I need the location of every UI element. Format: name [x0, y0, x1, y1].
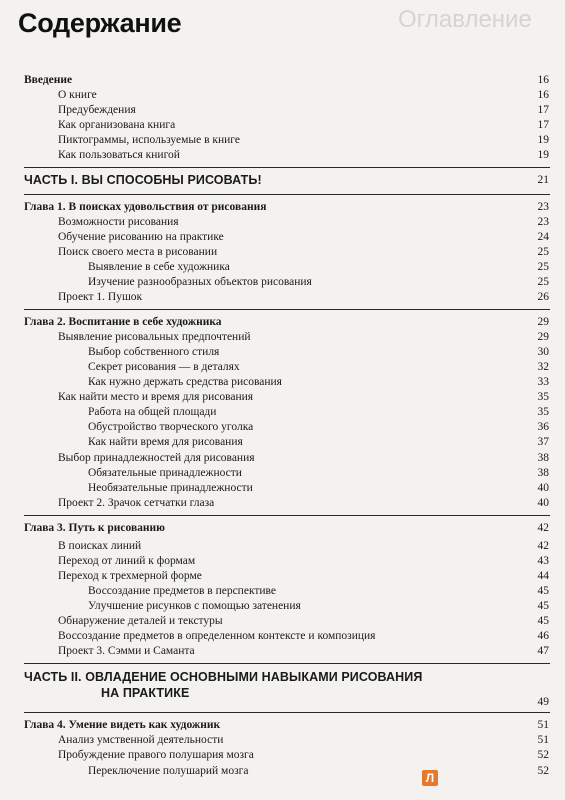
- toc-page-number: 17: [537, 104, 549, 116]
- toc-entry-title: Проект 1. Пушок: [58, 291, 143, 303]
- toc-page-number: 47: [537, 645, 549, 657]
- toc-page-number: 23: [537, 201, 549, 213]
- toc-entry-title: Улучшение рисунков с помощью затенения: [88, 600, 301, 612]
- toc-chapter-title: Глава 2. Воспитание в себе художника: [24, 316, 222, 328]
- toc-entry-title: Проект 2. Зрачок сетчатки глаза: [58, 497, 215, 509]
- toc-entry-title: Пиктограммы, используемые в книге: [58, 134, 240, 146]
- toc-page-number: 43: [537, 555, 549, 567]
- toc-entry-title: Переход от линий к формам: [58, 555, 196, 567]
- divider: [24, 167, 550, 168]
- toc-entry-title: О книге: [58, 89, 97, 101]
- toc-page-number: 19: [537, 134, 549, 146]
- toc-entry-title: Проект 3. Сэмми и Саманта: [58, 645, 195, 657]
- toc-entry-title: Обязательные принадлежности: [88, 467, 242, 479]
- toc-page-number: 40: [537, 482, 549, 494]
- toc-entry-title: Обучение рисованию на практике: [58, 231, 224, 243]
- toc-page-number: 38: [537, 467, 549, 479]
- toc-entry-title: Переключение полушарий мозга: [88, 765, 249, 777]
- toc-entry-title: В поисках линий: [58, 540, 142, 552]
- toc-page-number: 17: [537, 119, 549, 131]
- toc-page-number: 42: [537, 522, 549, 534]
- toc-page-number: 30: [537, 346, 549, 358]
- toc-entry-title: Переход к трехмерной форме: [58, 570, 202, 582]
- toc-page-number: 24: [537, 231, 549, 243]
- toc-page-number: 19: [537, 149, 549, 161]
- divider: [24, 515, 550, 516]
- toc-page-number: 33: [537, 376, 549, 388]
- toc-entry-title: Как нужно держать средства рисования: [88, 376, 282, 388]
- toc-page-number: 51: [537, 719, 549, 731]
- toc-entry-title: Секрет рисования — в деталях: [88, 361, 240, 373]
- toc-page-number: 51: [537, 734, 549, 746]
- toc-page-number: 40: [537, 497, 549, 509]
- toc-page-number: 29: [537, 331, 549, 343]
- toc-entry-title: Выбор принадлежностей для рисования: [58, 452, 255, 464]
- toc-page-number: 16: [537, 89, 549, 101]
- toc-page-number: 36: [537, 421, 549, 433]
- toc-entry-title: Выявление в себе художника: [88, 261, 230, 273]
- toc-page-number: 25: [537, 261, 549, 273]
- toc-entry-title: Работа на общей площади: [88, 406, 217, 418]
- toc-page-number: 46: [537, 630, 549, 642]
- page-title: Содержание: [18, 8, 182, 38]
- toc-entry-title: Обнаружение деталей и текстуры: [58, 615, 223, 627]
- divider: [24, 309, 550, 310]
- toc-page-number: 26: [537, 291, 549, 303]
- toc-page-number: 32: [537, 361, 549, 373]
- toc-page-number: 37: [537, 436, 549, 448]
- toc-entry-title: Необязательные принадлежности: [88, 482, 253, 494]
- toc-entry-title: Анализ умственной деятельности: [58, 734, 224, 746]
- toc-entry-title: Воссоздание предметов в перспективе: [88, 585, 277, 597]
- toc-page-number: 45: [537, 615, 549, 627]
- toc-page-number: 29: [537, 316, 549, 328]
- toc-chapter-title: Глава 3. Путь к рисованию: [24, 522, 165, 534]
- toc-page-number: 45: [537, 600, 549, 612]
- toc-entry-title: Выбор собственного стиля: [88, 346, 220, 358]
- toc-chapter-title: Глава 1. В поисках удовольствия от рисования: [24, 201, 267, 213]
- toc-page-number: 16: [537, 74, 549, 86]
- divider: [24, 194, 550, 195]
- toc-entry-title: Пробуждение правого полушария мозга: [58, 749, 254, 761]
- toc-page-number: 35: [537, 391, 549, 403]
- publisher-logo[interactable]: Л: [422, 770, 438, 786]
- toc-part-title: НА ПРАКТИКЕ: [101, 686, 190, 700]
- toc-entry-title: Поиск своего места в рисовании: [58, 246, 218, 258]
- toc-page-number: 52: [537, 749, 549, 761]
- toc-page-number: 52: [537, 765, 549, 777]
- toc-page-number: 38: [537, 452, 549, 464]
- toc-part-title: ЧАСТЬ II. ОВЛАДЕНИЕ ОСНОВНЫМИ НАВЫКАМИ РИСОВАНИЯ: [24, 670, 423, 684]
- toc-page-number: 45: [537, 585, 549, 597]
- toc-entry-title: Как найти место и время для рисования: [58, 391, 254, 403]
- toc-entry-title: Введение: [24, 74, 73, 86]
- divider: [24, 663, 550, 664]
- toc-page-number: 44: [537, 570, 549, 582]
- toc-page-number: 23: [537, 216, 549, 228]
- toc-page-number: 21: [537, 174, 549, 186]
- toc-entry-title: Обустройство творческого уголка: [88, 421, 254, 433]
- toc-part-title: ЧАСТЬ I. ВЫ СПОСОБНЫ РИСОВАТЬ!: [24, 173, 262, 187]
- divider: [24, 712, 550, 713]
- toc-chapter-title: Глава 4. Умение видеть как художник: [24, 719, 221, 731]
- toc-page-number: 49: [537, 696, 549, 708]
- toc-entry-title: Изучение разнообразных объектов рисования: [88, 276, 312, 288]
- bleed-through-title: Оглавление: [398, 6, 532, 33]
- toc-page-number: 35: [537, 406, 549, 418]
- toc-entry-title: Предубеждения: [58, 104, 136, 116]
- toc-entry-title: Как найти время для рисования: [88, 436, 243, 448]
- toc-page-number: 25: [537, 246, 549, 258]
- toc-entry-title: Воссоздание предметов в определенном контексте и композиция: [58, 630, 376, 642]
- toc-page-number: 42: [537, 540, 549, 552]
- toc-entry-title: Выявление рисовальных предпочтений: [58, 331, 251, 343]
- toc-page-number: 25: [537, 276, 549, 288]
- toc-entry-title: Как организована книга: [58, 119, 176, 131]
- toc-entry-title: Возможности рисования: [58, 216, 179, 228]
- toc-entry-title: Как пользоваться книгой: [58, 149, 180, 161]
